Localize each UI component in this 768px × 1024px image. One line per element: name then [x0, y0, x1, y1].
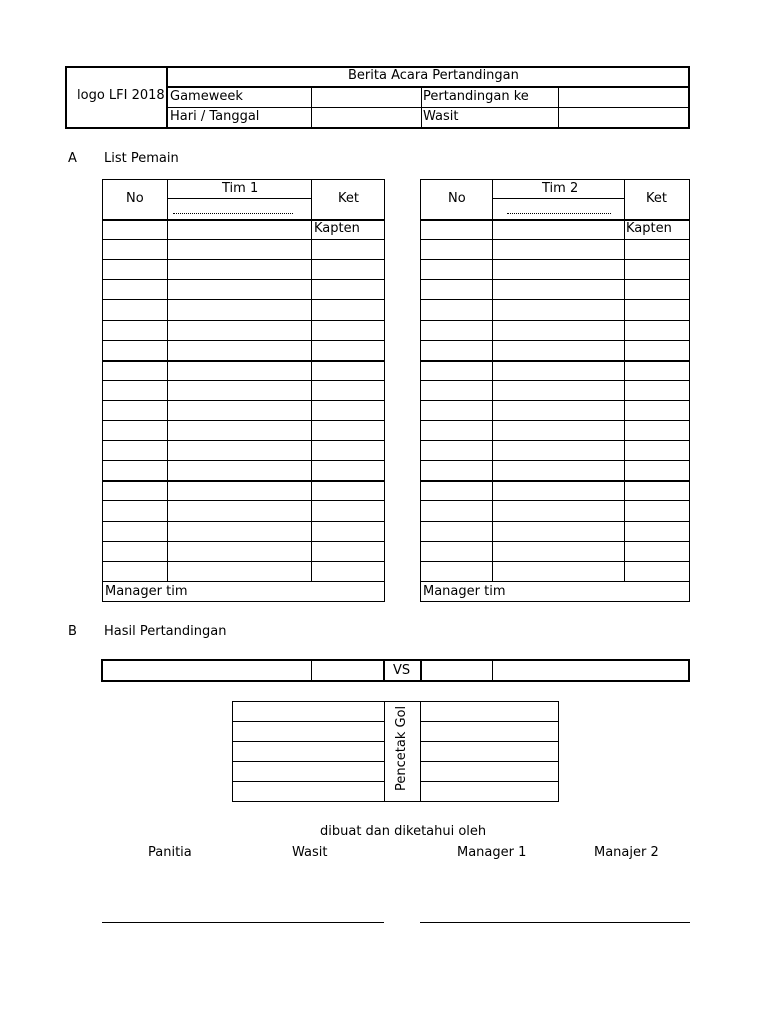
- team1-row-line: [102, 239, 385, 240]
- signature-line-right: [420, 922, 690, 923]
- team1-captain-label: Kapten: [314, 221, 360, 236]
- team2-name-blank: [507, 213, 611, 214]
- team2-row-line: [420, 420, 690, 421]
- score-col-line: [420, 660, 422, 681]
- team1-row-line: [102, 500, 385, 501]
- team1-row-line: [102, 480, 385, 482]
- team2-name-header: Tim 2: [542, 181, 579, 196]
- team2-row-line: [420, 541, 690, 542]
- scorer-row-line: [232, 761, 384, 762]
- score-col-line: [311, 660, 312, 681]
- team2-table-border: [420, 179, 690, 602]
- section-b-title: Hasil Pertandingan: [104, 624, 227, 639]
- page-title: Berita Acara Pertandingan: [348, 68, 519, 83]
- scorer-row-line: [420, 781, 559, 782]
- section-a-title: List Pemain: [104, 151, 179, 166]
- header-col-line: [311, 87, 312, 128]
- team2-row-line: [420, 259, 690, 260]
- team1-row-line: [102, 400, 385, 401]
- team2-row-line: [420, 581, 690, 582]
- team2-manager-label: Manager tim: [423, 584, 506, 599]
- signature-manager1-label: Manager 1: [457, 845, 527, 860]
- team2-captain-label: Kapten: [626, 221, 672, 236]
- header-row-line: [166, 107, 690, 108]
- header-row-line: [166, 86, 690, 88]
- score-col-line: [492, 660, 493, 681]
- team1-subheader-line: [167, 198, 311, 199]
- team2-row-line: [420, 239, 690, 240]
- team2-row-line: [420, 320, 690, 321]
- team1-row-line: [102, 541, 385, 542]
- logo-placeholder: logo LFI 2018: [77, 88, 165, 103]
- team1-table-border: [102, 179, 385, 602]
- team2-row-line: [420, 279, 690, 280]
- team2-row-line: [420, 500, 690, 501]
- team1-row-line: [102, 460, 385, 461]
- team1-no-header: No: [126, 191, 144, 206]
- team1-row-line: [102, 279, 385, 280]
- referee-label: Wasit: [423, 109, 459, 124]
- team2-row-line: [420, 380, 690, 381]
- vs-label: VS: [393, 663, 411, 678]
- scorer-row-line: [232, 741, 384, 742]
- team1-manager-label: Manager tim: [105, 584, 188, 599]
- team1-ket-header: Ket: [338, 191, 359, 206]
- scorers-col-line: [384, 701, 385, 802]
- team1-row-line: [102, 380, 385, 381]
- team1-name-blank: [173, 213, 293, 214]
- match-number-label: Pertandingan ke: [423, 89, 529, 104]
- signature-manager2-label: Manajer 2: [594, 845, 659, 860]
- team1-row-line: [102, 299, 385, 300]
- team2-row-line: [420, 299, 690, 300]
- team1-row-line: [102, 420, 385, 421]
- signature-caption: dibuat dan diketahui oleh: [320, 824, 487, 839]
- team2-row-line: [420, 360, 690, 362]
- team1-row-line: [102, 259, 385, 260]
- signature-line-left: [102, 922, 384, 923]
- header-col-line: [558, 87, 559, 128]
- scorer-row-line: [232, 721, 384, 722]
- team2-subheader-line: [492, 198, 624, 199]
- team2-ket-header: Ket: [646, 191, 667, 206]
- team2-no-header: No: [448, 191, 466, 206]
- scorers-col-line: [420, 701, 421, 802]
- scorer-row-line: [420, 721, 559, 722]
- header-col-line: [421, 87, 422, 128]
- team1-name-header: Tim 1: [222, 181, 259, 196]
- scorer-row-line: [232, 781, 384, 782]
- team2-row-line: [420, 440, 690, 441]
- signature-panitia-label: Panitia: [148, 845, 192, 860]
- team2-row-line: [420, 480, 690, 482]
- team1-row-line: [102, 581, 385, 582]
- score-col-line: [383, 660, 385, 681]
- team2-row-line: [420, 561, 690, 562]
- header-divider: [166, 66, 168, 129]
- team1-row-line: [102, 320, 385, 321]
- team2-row-line: [420, 340, 690, 341]
- scorer-row-line: [420, 741, 559, 742]
- goal-scorers-label: Pencetak Gol: [394, 705, 409, 791]
- team2-row-line: [420, 400, 690, 401]
- team2-row-line: [420, 521, 690, 522]
- section-a-letter: A: [68, 151, 77, 166]
- team1-row-line: [102, 521, 385, 522]
- scorer-row-line: [420, 761, 559, 762]
- team1-row-line: [102, 440, 385, 441]
- team2-row-line: [420, 460, 690, 461]
- section-b-letter: B: [68, 624, 77, 639]
- gameweek-label: Gameweek: [170, 89, 243, 104]
- date-label: Hari / Tanggal: [170, 109, 260, 124]
- team1-row-line: [102, 360, 385, 362]
- signature-referee-label: Wasit: [292, 845, 328, 860]
- team1-row-line: [102, 340, 385, 341]
- team1-row-line: [102, 561, 385, 562]
